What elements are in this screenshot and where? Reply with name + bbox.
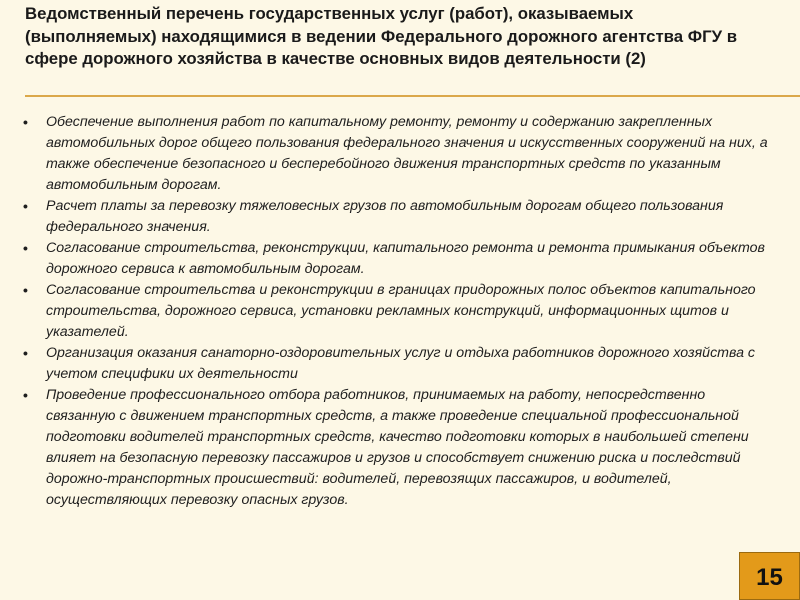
list-item: • Проведение профессионального отбора работников, принимаемых на работу, непосредственно связанную с движением транспортных средств, а также проведение специальной профессиональной подготовки водителей транспортных средств, качество подготовки которых в наибольшей степени влияет на безопасную перевозку пассажиров и грузов и способствует снижению риска и последствий дорожно-транспортных происшествий: водителей, перевозящих пассажиров, и водителей, осуществляющих перевозку опасных грузов.: [22, 385, 772, 511]
list-item: • Обеспечение выполнения работ по капитальному ремонту, ремонту и содержанию закрепленных автомобильных дорог общего пользования федерального значения и искусственных сооружений на них, а также обеспечение безопасного и бесперебойного движения транспортных средств по указанным автомобильным дорогам.: [22, 112, 772, 196]
list-item: • Расчет платы за перевозку тяжеловесных грузов по автомобильным дорогам общего пользования федерального значения.: [22, 196, 772, 238]
title-divider: [25, 95, 800, 97]
page-number: 15: [756, 564, 783, 591]
bullet-list: [22, 112, 772, 511]
page-number-badge: [739, 552, 800, 600]
list-item: • Согласование строительства, реконструкции, капитального ремонта и ремонта примыкания объектов дорожного сервиса к автомобильным дорогам.: [22, 238, 772, 280]
list-item: • Согласование строительства и реконструкции в границах придорожных полос объектов капитального строительства, дорожного сервиса, установки рекламных конструкций, информационных щитов и указателей.: [22, 280, 772, 343]
slide-title: Ведомственный перечень государственных услуг (работ), оказываемых (выполняемых) находящимися в ведении Федерального дорожного агентства ФГУ в сфере дорожного хозяйства в качестве основных видов деятельности (2): [25, 4, 738, 68]
list-item: • Организация оказания санаторно-оздоровительных услуг и отдыха работников дорожного хозяйства с учетом специфики их деятельности: [22, 343, 772, 385]
